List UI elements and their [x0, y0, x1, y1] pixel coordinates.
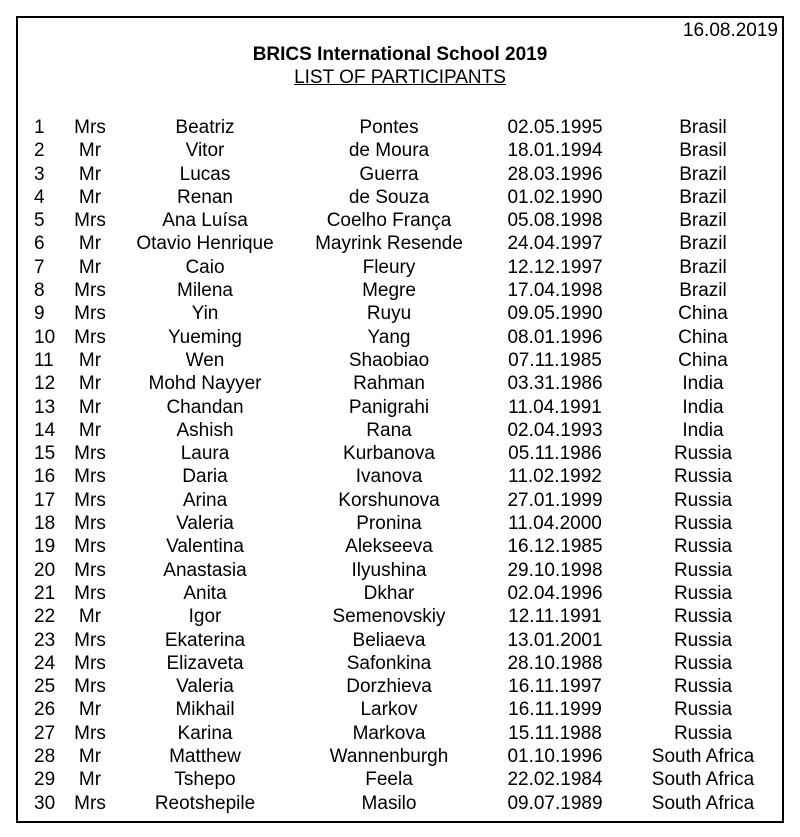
participant-number: 25	[34, 676, 56, 698]
participant-number: 24	[34, 652, 56, 674]
participant-birth-date: 28.10.1988	[507, 652, 603, 674]
participant-country: India	[682, 396, 724, 418]
participant-number: 28	[34, 746, 56, 768]
participant-first-name: Yin	[191, 303, 219, 325]
table-row	[0, 279, 800, 302]
participant-first-name: Anastasia	[163, 559, 247, 581]
participant-title: Mrs	[74, 117, 106, 138]
participant-birth-date: 07.11.1985	[508, 349, 602, 371]
participant-title: Mrs	[74, 513, 106, 535]
table-row	[0, 186, 800, 209]
participant-number: 29	[34, 769, 56, 791]
participant-first-name: Ashish	[176, 419, 234, 441]
participant-first-name: Igor	[188, 606, 222, 628]
participant-title: Mr	[78, 140, 102, 162]
participant-country: Russia	[673, 513, 733, 535]
table-row	[0, 419, 800, 442]
participant-birth-date: 24.04.1997	[507, 233, 603, 255]
participant-country: Russia	[673, 722, 733, 744]
table-row	[0, 535, 800, 558]
participant-number: 26	[34, 699, 56, 721]
participant-number: 17	[34, 489, 56, 511]
participant-number: 5	[34, 210, 45, 232]
participant-birth-date: 28.03.1996	[507, 163, 603, 185]
participant-title: Mrs	[74, 792, 106, 814]
participant-first-name: Renan	[177, 186, 233, 208]
participant-country: Russia	[673, 466, 733, 488]
participant-country: Russia	[673, 629, 733, 651]
participant-number: 14	[34, 419, 56, 441]
table-row	[0, 792, 800, 815]
participant-title: Mrs	[74, 629, 106, 651]
participant-first-name: Valeria	[176, 513, 234, 535]
participant-last-name: Shaobiao	[348, 349, 430, 371]
participant-last-name: Yang	[367, 326, 411, 348]
participant-first-name: Caio	[185, 256, 225, 278]
participant-title: Mrs	[74, 303, 106, 325]
participant-last-name: Fleury	[362, 256, 416, 278]
participant-title: Mrs	[74, 676, 106, 698]
table-row	[0, 302, 800, 325]
participant-last-name: Coelho França	[326, 210, 452, 232]
participant-title: Mrs	[74, 489, 106, 511]
participant-last-name: Ivanova	[355, 466, 423, 488]
participant-last-name: Ruyu	[366, 303, 412, 325]
participant-country: Brazil	[679, 163, 727, 185]
participant-title: Mr	[78, 606, 102, 628]
participant-last-name: Wannenburgh	[329, 746, 449, 768]
participant-number: 19	[34, 536, 56, 558]
participant-title: Mr	[78, 373, 102, 395]
participant-last-name: Larkov	[360, 699, 418, 721]
participant-country: Russia	[673, 699, 733, 721]
participant-title: Mrs	[74, 280, 106, 302]
table-row	[0, 396, 800, 419]
participant-title: Mrs	[74, 466, 106, 488]
participant-birth-date: 08.01.1996	[507, 326, 603, 348]
participant-country: Brasil	[679, 117, 727, 138]
participant-number: 22	[34, 606, 56, 628]
participant-number: 12	[34, 373, 56, 395]
participant-last-name: Markova	[352, 722, 426, 744]
document-subtitle: LIST OF PARTICIPANTS	[294, 67, 506, 88]
participant-country: South Africa	[651, 746, 755, 768]
participant-first-name: Mikhail	[175, 699, 235, 721]
table-row	[0, 489, 800, 512]
participant-title: Mrs	[74, 326, 106, 348]
participant-title: Mrs	[74, 536, 106, 558]
participant-country: China	[678, 303, 728, 325]
participant-birth-date: 03.31.1986	[507, 373, 603, 395]
participant-first-name: Beatriz	[175, 117, 235, 138]
participant-first-name: Otavio Henrique	[136, 233, 274, 255]
participant-number: 2	[34, 140, 45, 162]
table-row	[0, 232, 800, 255]
participant-number: 13	[34, 396, 56, 418]
participant-birth-date: 02.05.1995	[507, 117, 603, 138]
participant-country: Russia	[673, 652, 733, 674]
participant-last-name: Megre	[362, 280, 416, 302]
participant-first-name: Elizaveta	[166, 652, 244, 674]
participant-first-name: Yueming	[168, 326, 242, 348]
participant-last-name: Rahman	[353, 373, 425, 395]
participant-country: Brazil	[679, 256, 727, 278]
table-row	[0, 675, 800, 698]
participant-number: 30	[34, 792, 56, 814]
participant-first-name: Valentina	[166, 536, 244, 558]
participant-birth-date: 12.11.1991	[508, 606, 602, 628]
participant-title: Mr	[78, 769, 102, 791]
participant-last-name: Dkhar	[363, 582, 415, 604]
participant-birth-date: 12.12.1997	[507, 256, 603, 278]
participant-birth-date: 09.07.1989	[507, 792, 603, 814]
participant-birth-date: 16.11.1999	[508, 699, 602, 721]
participant-number: 27	[34, 722, 56, 744]
table-row	[0, 139, 800, 162]
participant-birth-date: 01.10.1996	[507, 746, 603, 768]
participant-number: 15	[34, 443, 56, 465]
participant-number: 7	[34, 256, 45, 278]
participant-title: Mrs	[74, 210, 106, 232]
document-date: 16.08.2019	[682, 20, 778, 41]
participant-birth-date: 05.08.1998	[507, 210, 603, 232]
participant-first-name: Lucas	[179, 163, 231, 185]
document-title: BRICS International School 2019	[252, 44, 548, 65]
participant-last-name: Mayrink Resende	[315, 233, 463, 255]
participant-country: Brasil	[679, 140, 727, 162]
participant-first-name: Ana Luísa	[162, 210, 248, 232]
participant-country: Brazil	[679, 233, 727, 255]
participant-first-name: Wen	[185, 349, 225, 371]
participant-title: Mr	[78, 233, 102, 255]
participant-number: 1	[34, 117, 45, 138]
table-row	[0, 326, 800, 349]
participant-title: Mrs	[74, 652, 106, 674]
participant-number: 11	[34, 349, 54, 371]
participants-table	[0, 116, 800, 815]
table-row	[0, 605, 800, 628]
participant-number: 20	[34, 559, 56, 581]
participant-number: 8	[34, 280, 45, 302]
participant-last-name: Rana	[366, 419, 412, 441]
participant-country: Russia	[673, 582, 733, 604]
participant-title: Mrs	[74, 722, 106, 744]
participant-last-name: Beliaeva	[352, 629, 426, 651]
participant-title: Mrs	[74, 443, 106, 465]
participant-last-name: Dorzhieva	[346, 676, 432, 698]
participant-country: Brazil	[679, 186, 727, 208]
table-row	[0, 256, 800, 279]
participant-first-name: Milena	[177, 280, 233, 302]
participant-number: 23	[34, 629, 56, 651]
participant-first-name: Valeria	[176, 676, 234, 698]
participant-birth-date: 15.11.1988	[508, 722, 602, 744]
table-row	[0, 209, 800, 232]
table-row	[0, 582, 800, 605]
participant-first-name: Arina	[182, 489, 228, 511]
participant-last-name: Masilo	[361, 792, 417, 814]
participant-title: Mr	[78, 256, 102, 278]
participant-first-name: Vitor	[185, 140, 225, 162]
participant-last-name: Kurbanova	[343, 443, 435, 465]
table-row	[0, 349, 800, 372]
participant-title: Mr	[78, 186, 102, 208]
participant-birth-date: 09.05.1990	[507, 303, 603, 325]
participant-first-name: Laura	[180, 443, 230, 465]
participant-last-name: Panigrahi	[348, 396, 430, 418]
table-row	[0, 372, 800, 395]
participant-first-name: Mohd Nayyer	[148, 373, 262, 395]
participant-country: Russia	[673, 489, 733, 511]
participant-last-name: de Moura	[348, 140, 430, 162]
participant-title: Mr	[78, 699, 102, 721]
participant-number: 4	[34, 186, 45, 208]
participant-last-name: Feela	[365, 769, 413, 791]
participant-birth-date: 02.04.1996	[507, 582, 603, 604]
participant-birth-date: 11.02.1992	[508, 466, 602, 488]
participant-number: 16	[34, 466, 56, 488]
participant-birth-date: 13.01.2001	[507, 629, 603, 651]
participant-number: 21	[34, 582, 56, 604]
participant-birth-date: 16.12.1985	[507, 536, 603, 558]
participant-country: South Africa	[651, 769, 755, 791]
participant-title: Mr	[78, 746, 102, 768]
participant-country: Russia	[673, 536, 733, 558]
participant-last-name: Korshunova	[338, 489, 440, 511]
participant-country: India	[682, 373, 724, 395]
table-row	[0, 652, 800, 675]
participant-last-name: Safonkina	[346, 652, 432, 674]
participant-last-name: Pronina	[356, 513, 422, 535]
table-row	[0, 629, 800, 652]
participant-last-name: Alekseeva	[345, 536, 433, 558]
participant-country: Russia	[673, 443, 733, 465]
participant-last-name: Ilyushina	[351, 559, 427, 581]
participant-title: Mr	[78, 396, 102, 418]
participant-country: Brazil	[679, 210, 727, 232]
participant-birth-date: 05.11.1986	[508, 443, 602, 465]
table-row	[0, 698, 800, 721]
table-row	[0, 559, 800, 582]
participant-country: Brazil	[679, 280, 727, 302]
participant-number: 6	[34, 233, 45, 255]
participant-birth-date: 01.02.1990	[507, 186, 603, 208]
table-row	[0, 116, 800, 139]
participant-number: 10	[34, 326, 56, 348]
participant-first-name: Daria	[182, 466, 228, 488]
participant-last-name: Pontes	[359, 117, 419, 138]
participant-birth-date: 16.11.1997	[508, 676, 602, 698]
participant-title: Mrs	[74, 582, 106, 604]
participant-birth-date: 18.01.1994	[507, 140, 603, 162]
participant-birth-date: 29.10.1998	[507, 559, 603, 581]
table-row	[0, 722, 800, 745]
participant-first-name: Matthew	[169, 746, 241, 768]
participant-country: Russia	[673, 559, 733, 581]
participant-first-name: Reotshepile	[154, 792, 256, 814]
participant-number: 18	[34, 513, 56, 535]
participant-first-name: Ekaterina	[164, 629, 246, 651]
table-row	[0, 745, 800, 768]
table-row	[0, 163, 800, 186]
participant-country: South Africa	[651, 792, 755, 814]
participant-first-name: Chandan	[166, 396, 244, 418]
participant-birth-date: 11.04.2000	[508, 513, 602, 535]
participant-country: China	[678, 349, 728, 371]
participant-last-name: de Souza	[348, 186, 430, 208]
participant-title: Mr	[78, 163, 102, 185]
participant-last-name: Semenovskiy	[332, 606, 446, 628]
participant-last-name: Guerra	[359, 163, 419, 185]
participant-country: China	[678, 326, 728, 348]
participant-country: Russia	[673, 606, 733, 628]
participant-birth-date: 11.04.1991	[508, 396, 602, 418]
table-row	[0, 442, 800, 465]
participant-title: Mrs	[74, 559, 106, 581]
participant-birth-date: 02.04.1993	[507, 419, 603, 441]
participant-country: India	[682, 419, 724, 441]
participant-first-name: Anita	[183, 582, 227, 604]
participant-number: 9	[34, 303, 45, 325]
table-row	[0, 512, 800, 535]
participant-birth-date: 22.02.1984	[507, 769, 603, 791]
table-row	[0, 465, 800, 488]
participant-first-name: Karina	[177, 722, 233, 744]
participant-birth-date: 17.04.1998	[507, 280, 603, 302]
participant-title: Mr	[78, 419, 102, 441]
participant-number: 3	[34, 163, 45, 185]
table-row	[0, 768, 800, 791]
participant-first-name: Tshepo	[174, 769, 236, 791]
participant-title: Mr	[78, 349, 102, 371]
participant-birth-date: 27.01.1999	[507, 489, 603, 511]
participant-country: Russia	[673, 676, 733, 698]
